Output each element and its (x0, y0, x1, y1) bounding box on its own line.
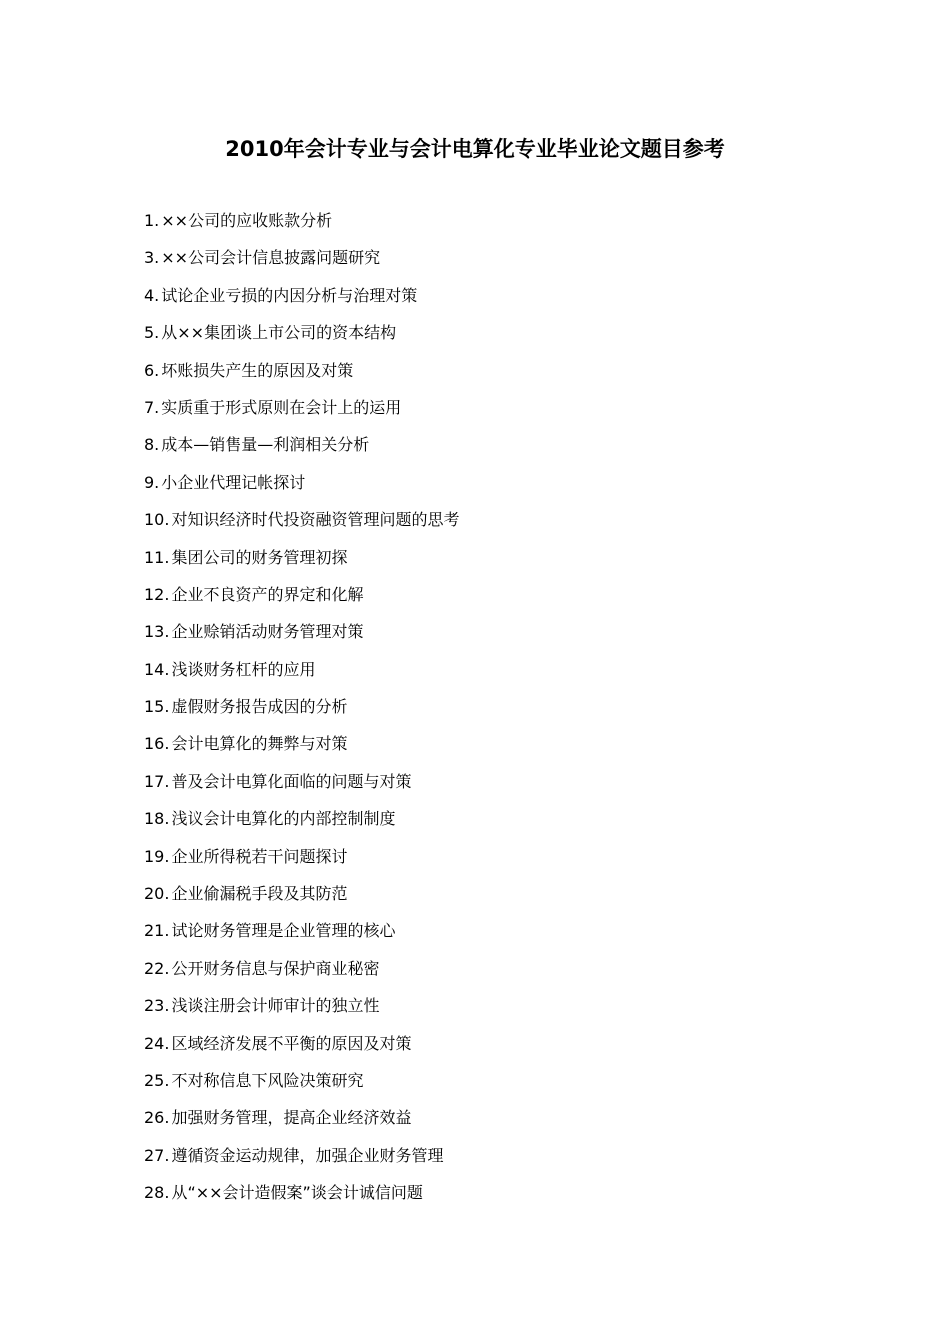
topic-number: 7. (144, 397, 160, 417)
topic-number: 24. (144, 1033, 170, 1053)
list-item (144, 656, 459, 693)
topic-title: 浅谈财务杠杆的应用 (171, 659, 316, 679)
topic-number: 15. (144, 697, 170, 717)
topic-title: 企业偷漏税手段及其防范 (171, 884, 348, 904)
list-item (144, 730, 459, 767)
topic-number: 25. (144, 1070, 170, 1090)
topic-title: 小企业代理记帐探讨 (161, 472, 306, 492)
topic-number: 16. (144, 734, 170, 754)
topic-title: 加强财务管理，提高企业经济效益 (171, 1108, 412, 1128)
topic-title: 普及会计电算化面临的问题与对策 (171, 771, 412, 791)
topic-title: 会计电算化的舞弊与对策 (171, 734, 348, 754)
topic-number: 13. (144, 622, 170, 642)
list-item (144, 1030, 459, 1067)
list-item (144, 880, 459, 917)
list-item (144, 319, 459, 356)
list-item (144, 768, 459, 805)
list-item (144, 394, 459, 431)
topic-title: 集团公司的财务管理初探 (171, 547, 348, 567)
topic-title: 试论企业亏损的内因分析与治理对策 (161, 285, 418, 305)
topic-number: 1. (144, 211, 160, 230)
list-item (144, 469, 459, 506)
topic-title: 不对称信息下风险决策研究 (171, 1070, 364, 1090)
topic-number: 5. (144, 323, 160, 343)
list-item (144, 955, 459, 992)
list-item (144, 581, 459, 618)
topic-title: ××公司的应收账款分析 (161, 211, 333, 230)
topic-title: 遵循资金运动规律，加强企业财务管理 (171, 1145, 444, 1165)
topic-title: 试论财务管理是企业管理的核心 (171, 921, 396, 941)
list-item (144, 843, 459, 880)
topic-number: 28. (144, 1183, 170, 1203)
topic-number: 14. (144, 659, 170, 679)
topic-number: 22. (144, 958, 170, 978)
topic-number: 3. (144, 248, 160, 268)
list-item (144, 1104, 459, 1141)
topic-title: 对知识经济时代投资融资管理问题的思考 (171, 510, 460, 530)
topic-title: 企业不良资产的界定和化解 (171, 584, 364, 604)
list-item (144, 207, 459, 244)
list-item (144, 1142, 459, 1179)
topic-title: 企业所得税若干问题探讨 (171, 846, 348, 866)
list-item (144, 693, 459, 730)
topic-title: 浅议会计电算化的内部控制制度 (171, 809, 396, 829)
list-item (144, 917, 459, 954)
topic-title: 虚假财务报告成因的分析 (171, 697, 348, 717)
list-item (144, 1067, 459, 1104)
topic-title: 浅谈注册会计师审计的独立性 (171, 996, 380, 1016)
topic-title: 企业赊销活动财务管理对策 (171, 622, 364, 642)
topic-title: 成本—销售量—利润相关分析 (161, 435, 370, 455)
topic-number: 6. (144, 360, 160, 380)
list-item (144, 618, 459, 655)
topic-number: 19. (144, 846, 170, 866)
topic-title: 公开财务信息与保护商业秘密 (171, 958, 380, 978)
topic-title: 从××集团谈上市公司的资本结构 (161, 323, 397, 343)
topic-title: 坏账损失产生的原因及对策 (161, 360, 354, 380)
topic-number: 9. (144, 472, 160, 492)
topic-number: 20. (144, 884, 170, 904)
page-title: 2010年会计专业与会计电算化专业毕业论文题目参考 (225, 137, 725, 161)
list-item (144, 431, 459, 468)
list-item (144, 544, 459, 581)
list-item (144, 244, 459, 281)
list-item (144, 282, 459, 319)
topic-number: 21. (144, 921, 170, 941)
topic-number: 4. (144, 285, 160, 305)
list-item (144, 1179, 459, 1216)
list-item (144, 992, 459, 1029)
topic-number: 11. (144, 547, 170, 567)
topic-number: 27. (144, 1145, 170, 1165)
topic-number: 8. (144, 435, 160, 455)
topic-list (144, 207, 459, 1217)
topic-number: 12. (144, 584, 170, 604)
topic-number: 17. (144, 771, 170, 791)
list-item (144, 805, 459, 842)
topic-number: 10. (144, 510, 170, 530)
topic-number: 23. (144, 996, 170, 1016)
topic-title: 实质重于形式原则在会计上的运用 (161, 397, 402, 417)
topic-title: ××公司会计信息披露问题研究 (161, 248, 381, 268)
topic-number: 18. (144, 809, 170, 829)
topic-title: 区域经济发展不平衡的原因及对策 (171, 1033, 412, 1053)
list-item (144, 506, 459, 543)
topic-title: 从“××会计造假案”谈会计诚信问题 (171, 1183, 423, 1203)
list-item (144, 357, 459, 394)
topic-number: 26. (144, 1108, 170, 1128)
